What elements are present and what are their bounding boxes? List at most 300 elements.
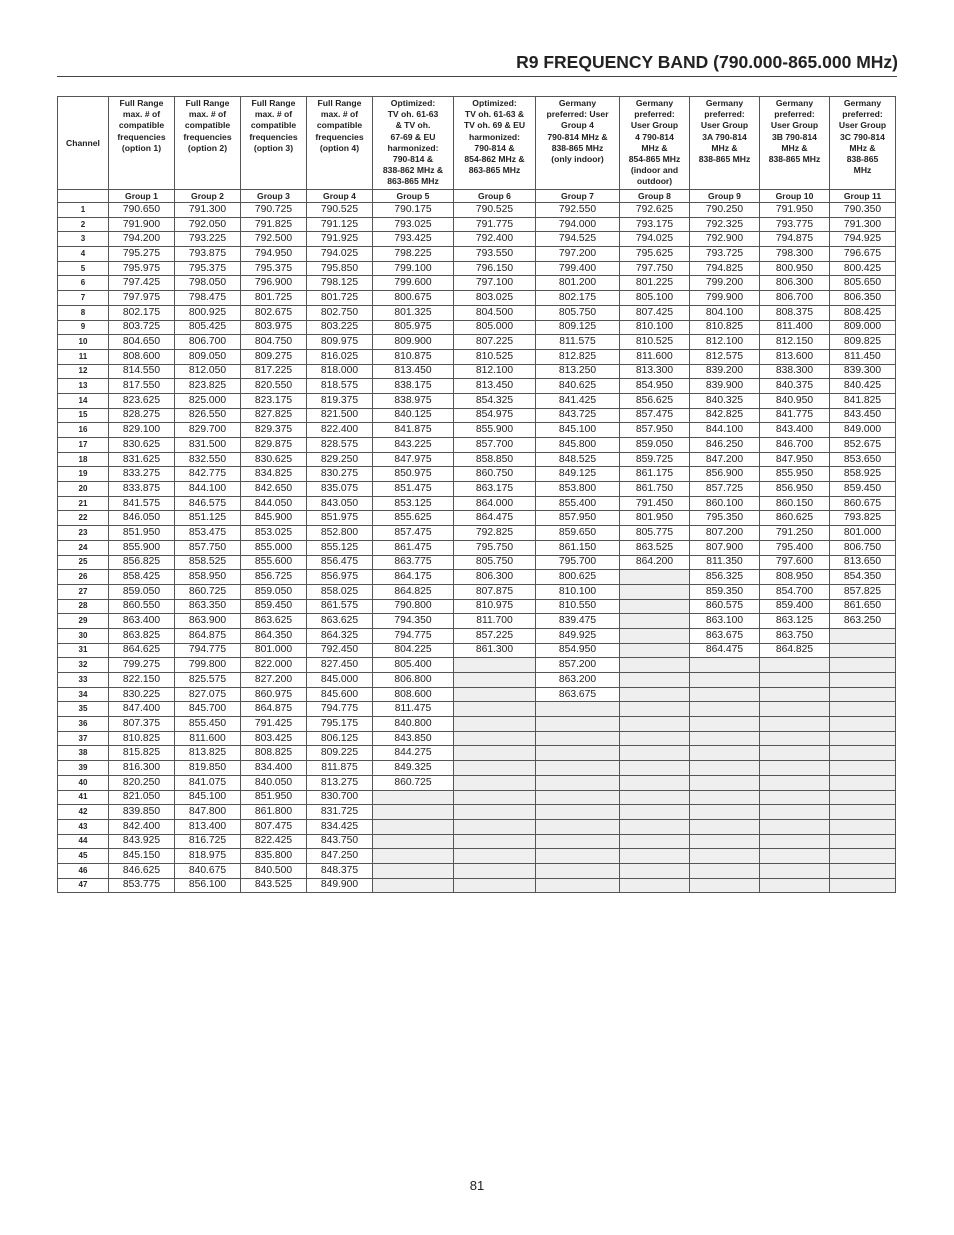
frequency-cell: 860.575 [690,599,760,614]
empty-cell [536,849,620,864]
frequency-cell: 860.975 [241,687,307,702]
frequency-cell: 840.375 [760,379,830,394]
empty-cell [620,658,690,673]
header-line: 838-865 MHz [551,142,604,153]
frequency-cell: 863.750 [760,628,830,643]
empty-cell [690,673,760,688]
empty-cell [454,863,536,878]
frequency-cell: 847.950 [760,452,830,467]
channel-number: 8 [58,305,109,320]
frequency-cell: 861.800 [241,805,307,820]
frequency-cell: 835.800 [241,849,307,864]
empty-cell [373,878,454,893]
empty-cell [690,790,760,805]
frequency-cell: 864.475 [454,511,536,526]
header-line: Optimized: [390,98,436,108]
frequency-cell: 857.950 [536,511,620,526]
frequency-cell: 806.750 [830,540,896,555]
frequency-cell: 857.700 [454,438,536,453]
empty-cell [454,819,536,834]
frequency-cell: 807.425 [620,305,690,320]
frequency-cell: 855.450 [175,717,241,732]
frequency-cell: 854.950 [536,643,620,658]
frequency-cell: 839.900 [690,379,760,394]
frequency-cell: 791.925 [307,232,373,247]
channel-number: 17 [58,438,109,453]
frequency-cell: 831.725 [307,805,373,820]
channel-number: 10 [58,335,109,350]
frequency-cell: 829.700 [175,423,241,438]
frequency-cell: 790.650 [109,203,175,218]
frequency-cell: 856.975 [307,570,373,585]
empty-cell [536,819,620,834]
table-row [58,878,896,893]
empty-cell [830,805,896,820]
empty-cell [620,584,690,599]
table-row [58,746,896,761]
frequency-cell: 855.900 [454,423,536,438]
frequency-cell: 823.625 [109,393,175,408]
frequency-cell: 803.425 [241,731,307,746]
frequency-cell: 857.475 [373,526,454,541]
empty-cell [454,717,536,732]
empty-cell [620,746,690,761]
table-row [58,423,896,438]
channel-number: 9 [58,320,109,335]
empty-cell [536,731,620,746]
frequency-cell: 860.550 [109,599,175,614]
empty-cell [760,878,830,893]
header-line: 863-865 MHz [387,176,439,187]
empty-cell [536,761,620,776]
frequency-cell: 863.675 [536,687,620,702]
channel-number: 15 [58,408,109,423]
table-row [58,247,896,262]
frequency-cell: 816.300 [109,761,175,776]
header-line: (option 1) [121,142,162,153]
frequency-cell: 842.825 [690,408,760,423]
header-line: 3B 790-814 [772,131,817,142]
frequency-cell: 821.500 [307,408,373,423]
frequency-cell: 844.100 [175,482,241,497]
frequency-cell: 830.625 [241,452,307,467]
frequency-cell: 812.100 [690,335,760,350]
frequency-cell: 817.225 [241,364,307,379]
table-row [58,805,896,820]
frequency-cell: 846.575 [175,496,241,511]
channel-number: 6 [58,276,109,291]
frequency-cell: 863.625 [241,614,307,629]
frequency-cell: 863.125 [760,614,830,629]
frequency-cell: 827.075 [175,687,241,702]
frequency-cell: 844.100 [690,423,760,438]
channel-number: 5 [58,261,109,276]
empty-cell [690,775,760,790]
table-row [58,673,896,688]
channel-number: 44 [58,834,109,849]
empty-cell [830,790,896,805]
frequency-cell: 829.875 [241,438,307,453]
table-row [58,643,896,658]
frequency-cell: 859.450 [241,599,307,614]
header-line: MHz [853,165,872,176]
frequency-cell: 863.250 [830,614,896,629]
frequency-cell: 793.825 [830,511,896,526]
empty-cell [830,878,896,893]
frequency-cell: 801.000 [830,526,896,541]
frequency-cell: 843.525 [241,878,307,893]
empty-cell [690,761,760,776]
channel-number: 19 [58,467,109,482]
frequency-cell: 795.175 [307,717,373,732]
frequency-cell: 857.725 [690,482,760,497]
channel-number: 32 [58,658,109,673]
frequency-cell: 795.850 [307,261,373,276]
frequency-cell: 791.825 [241,217,307,232]
table-body [58,203,896,893]
frequency-cell: 807.900 [690,540,760,555]
frequency-cell: 864.000 [454,496,536,511]
frequency-cell: 863.675 [690,628,760,643]
frequency-cell: 851.975 [307,511,373,526]
frequency-cell: 807.475 [241,819,307,834]
empty-cell [690,717,760,732]
frequency-cell: 847.200 [690,452,760,467]
frequency-cell: 798.050 [175,276,241,291]
empty-cell [760,717,830,732]
frequency-cell: 855.400 [536,496,620,511]
frequency-cell: 843.450 [830,408,896,423]
frequency-cell: 821.050 [109,790,175,805]
header-line: compatible [316,120,363,131]
header-line: 790-814 MHz & [547,131,608,142]
frequency-cell: 845.000 [307,673,373,688]
frequency-cell: 794.775 [373,628,454,643]
group-header-blank [58,190,109,203]
frequency-cell: 828.575 [307,438,373,453]
empty-cell [373,834,454,849]
empty-cell [830,761,896,776]
table-row [58,849,896,864]
table-row [58,232,896,247]
empty-cell [690,834,760,849]
frequency-cell: 839.850 [109,805,175,820]
frequency-cell: 809.900 [373,335,454,350]
channel-number: 2 [58,217,109,232]
frequency-cell: 849.000 [830,423,896,438]
frequency-cell: 843.850 [373,731,454,746]
frequency-cell: 857.825 [830,584,896,599]
frequency-cell: 856.625 [620,393,690,408]
frequency-cell: 826.550 [175,408,241,423]
frequency-cell: 860.625 [760,511,830,526]
frequency-cell: 864.325 [307,628,373,643]
channel-number: 20 [58,482,109,497]
frequency-cell: 833.875 [109,482,175,497]
frequency-cell: 809.275 [241,349,307,364]
empty-cell [830,643,896,658]
empty-cell [690,878,760,893]
channel-number: 16 [58,423,109,438]
frequency-cell: 863.175 [454,482,536,497]
header-line: 838-865 MHz [768,154,821,165]
channel-number: 37 [58,731,109,746]
frequency-cell: 840.425 [830,379,896,394]
frequency-cell: 855.600 [241,555,307,570]
frequency-cell: 830.700 [307,790,373,805]
frequency-cell: 863.825 [109,628,175,643]
frequency-cell: 795.400 [760,540,830,555]
group-label: Group 11 [830,190,896,203]
frequency-cell: 805.425 [175,320,241,335]
frequency-cell: 864.175 [373,570,454,585]
frequency-cell: 845.600 [307,687,373,702]
table-row [58,863,896,878]
frequency-cell: 840.125 [373,408,454,423]
frequency-cell: 830.625 [109,438,175,453]
header-line: MHz & [711,142,738,153]
frequency-cell: 840.625 [536,379,620,394]
empty-cell [690,819,760,834]
table-row [58,731,896,746]
empty-cell [620,775,690,790]
frequency-cell: 843.050 [307,496,373,511]
frequency-cell: 803.975 [241,320,307,335]
frequency-cell: 857.475 [620,408,690,423]
frequency-cell: 861.300 [454,643,536,658]
frequency-cell: 847.800 [175,805,241,820]
frequency-cell: 834.400 [241,761,307,776]
frequency-cell: 825.575 [175,673,241,688]
frequency-cell: 793.175 [620,217,690,232]
table-row [58,834,896,849]
channel-number: 24 [58,540,109,555]
table-row [58,452,896,467]
frequency-cell: 827.825 [241,408,307,423]
frequency-cell: 812.825 [536,349,620,364]
frequency-cell: 863.775 [373,555,454,570]
table-row [58,614,896,629]
frequency-cell: 813.825 [175,746,241,761]
table-row [58,511,896,526]
frequency-cell: 794.350 [373,614,454,629]
channel-number: 13 [58,379,109,394]
frequency-cell: 861.175 [620,467,690,482]
frequency-cell: 805.100 [620,291,690,306]
frequency-cell: 799.400 [536,261,620,276]
channel-number: 23 [58,526,109,541]
frequency-cell: 809.050 [175,349,241,364]
channel-number: 45 [58,849,109,864]
frequency-cell: 810.100 [620,320,690,335]
header-line: User Group [630,120,679,131]
empty-cell [620,878,690,893]
frequency-cell: 856.900 [690,467,760,482]
frequency-cell: 791.450 [620,496,690,511]
frequency-cell: 802.175 [536,291,620,306]
frequency-cell: 856.325 [690,570,760,585]
column-header-11 [830,97,896,190]
channel-number: 27 [58,584,109,599]
table-row [58,203,896,218]
empty-cell [373,805,454,820]
frequency-cell: 790.250 [690,203,760,218]
frequency-cell: 790.525 [454,203,536,218]
frequency-cell: 854.975 [454,408,536,423]
frequency-cell: 829.375 [241,423,307,438]
table-row [58,658,896,673]
frequency-cell: 819.850 [175,761,241,776]
frequency-cell: 843.750 [307,834,373,849]
frequency-cell: 864.875 [241,702,307,717]
frequency-cell: 792.400 [454,232,536,247]
frequency-cell: 858.425 [109,570,175,585]
table-row [58,379,896,394]
table-row [58,555,896,570]
header-line: frequencies [315,131,364,142]
empty-cell [536,746,620,761]
empty-cell [454,761,536,776]
header-line: 838-865 MHz [698,154,751,165]
frequency-cell: 801.725 [241,291,307,306]
channel-number: 40 [58,775,109,790]
header-line: 3C 790-814 [840,131,885,142]
page-number: 81 [469,1178,485,1193]
frequency-cell: 830.275 [307,467,373,482]
header-line: Germany [843,98,882,108]
frequency-cell: 852.675 [830,438,896,453]
frequency-cell: 841.075 [175,775,241,790]
header-line: Full Range [251,98,296,108]
empty-cell [454,834,536,849]
empty-cell [620,761,690,776]
frequency-cell: 847.400 [109,702,175,717]
frequency-cell: 797.975 [109,291,175,306]
frequency-cell: 794.875 [760,232,830,247]
frequency-cell: 829.100 [109,423,175,438]
header-line: Full Range [317,98,362,108]
header-line: 838-862 MHz & [382,165,444,176]
frequency-cell: 812.150 [760,335,830,350]
table-row [58,291,896,306]
frequency-cell: 860.750 [454,467,536,482]
header-line: Germany [775,98,814,108]
header-line: compatible [118,120,165,131]
header-line: Germany [705,98,744,108]
frequency-cell: 805.750 [536,305,620,320]
frequency-cell: 799.100 [373,261,454,276]
frequency-cell: 799.600 [373,276,454,291]
frequency-cell: 791.950 [760,203,830,218]
frequency-cell: 797.750 [620,261,690,276]
frequency-cell: 859.450 [830,482,896,497]
frequency-cell: 795.275 [109,247,175,262]
frequency-cell: 846.700 [760,438,830,453]
header-line: User Group [838,120,887,131]
frequency-cell: 792.550 [536,203,620,218]
frequency-cell: 823.175 [241,393,307,408]
frequency-cell: 806.300 [760,276,830,291]
group-label: Group 10 [760,190,830,203]
frequency-cell: 792.500 [241,232,307,247]
frequency-cell: 845.900 [241,511,307,526]
frequency-cell: 811.350 [690,555,760,570]
channel-number: 41 [58,790,109,805]
frequency-cell: 803.725 [109,320,175,335]
table-row [58,584,896,599]
frequency-cell: 810.825 [690,320,760,335]
frequency-cell: 798.475 [175,291,241,306]
frequency-cell: 861.150 [536,540,620,555]
frequency-cell: 861.650 [830,599,896,614]
frequency-cell: 859.350 [690,584,760,599]
frequency-cell: 804.100 [690,305,760,320]
frequency-cell: 798.125 [307,276,373,291]
channel-number: 1 [58,203,109,218]
empty-cell [620,731,690,746]
frequency-cell: 854.700 [760,584,830,599]
table-row [58,761,896,776]
header-line: frequencies [117,131,166,142]
frequency-cell: 823.825 [175,379,241,394]
header-line: User Group [770,120,819,131]
frequency-cell: 822.150 [109,673,175,688]
frequency-cell: 857.950 [620,423,690,438]
frequency-cell: 791.900 [109,217,175,232]
frequency-cell: 797.100 [454,276,536,291]
table-row [58,320,896,335]
table-row [58,261,896,276]
frequency-cell: 840.675 [175,863,241,878]
channel-number: 4 [58,247,109,262]
channel-number: 34 [58,687,109,702]
channel-number: 21 [58,496,109,511]
frequency-cell: 807.375 [109,717,175,732]
channel-number: 14 [58,393,109,408]
frequency-cell: 840.325 [690,393,760,408]
empty-cell [620,673,690,688]
frequency-cell: 800.675 [373,291,454,306]
header-row [58,97,896,190]
frequency-cell: 798.300 [760,247,830,262]
frequency-cell: 802.175 [109,305,175,320]
frequency-cell: 820.550 [241,379,307,394]
frequency-cell: 791.250 [760,526,830,541]
header-line: Optimized: [472,98,517,108]
frequency-cell: 800.950 [760,261,830,276]
empty-cell [830,628,896,643]
table-row [58,526,896,541]
table-row [58,393,896,408]
frequency-cell: 857.750 [175,540,241,555]
empty-cell [760,761,830,776]
frequency-cell: 807.875 [454,584,536,599]
header-line: Full Range [185,98,230,108]
empty-cell [760,790,830,805]
frequency-cell: 793.225 [175,232,241,247]
frequency-cell: 792.450 [307,643,373,658]
frequency-cell: 811.700 [454,614,536,629]
frequency-cell: 790.725 [241,203,307,218]
table-row [58,628,896,643]
channel-number: 26 [58,570,109,585]
frequency-cell: 792.325 [690,217,760,232]
empty-cell [536,878,620,893]
group-label: Group 6 [454,190,536,203]
empty-cell [373,863,454,878]
header-line: TV oh. 61-63 [387,109,439,120]
frequency-cell: 795.625 [620,247,690,262]
